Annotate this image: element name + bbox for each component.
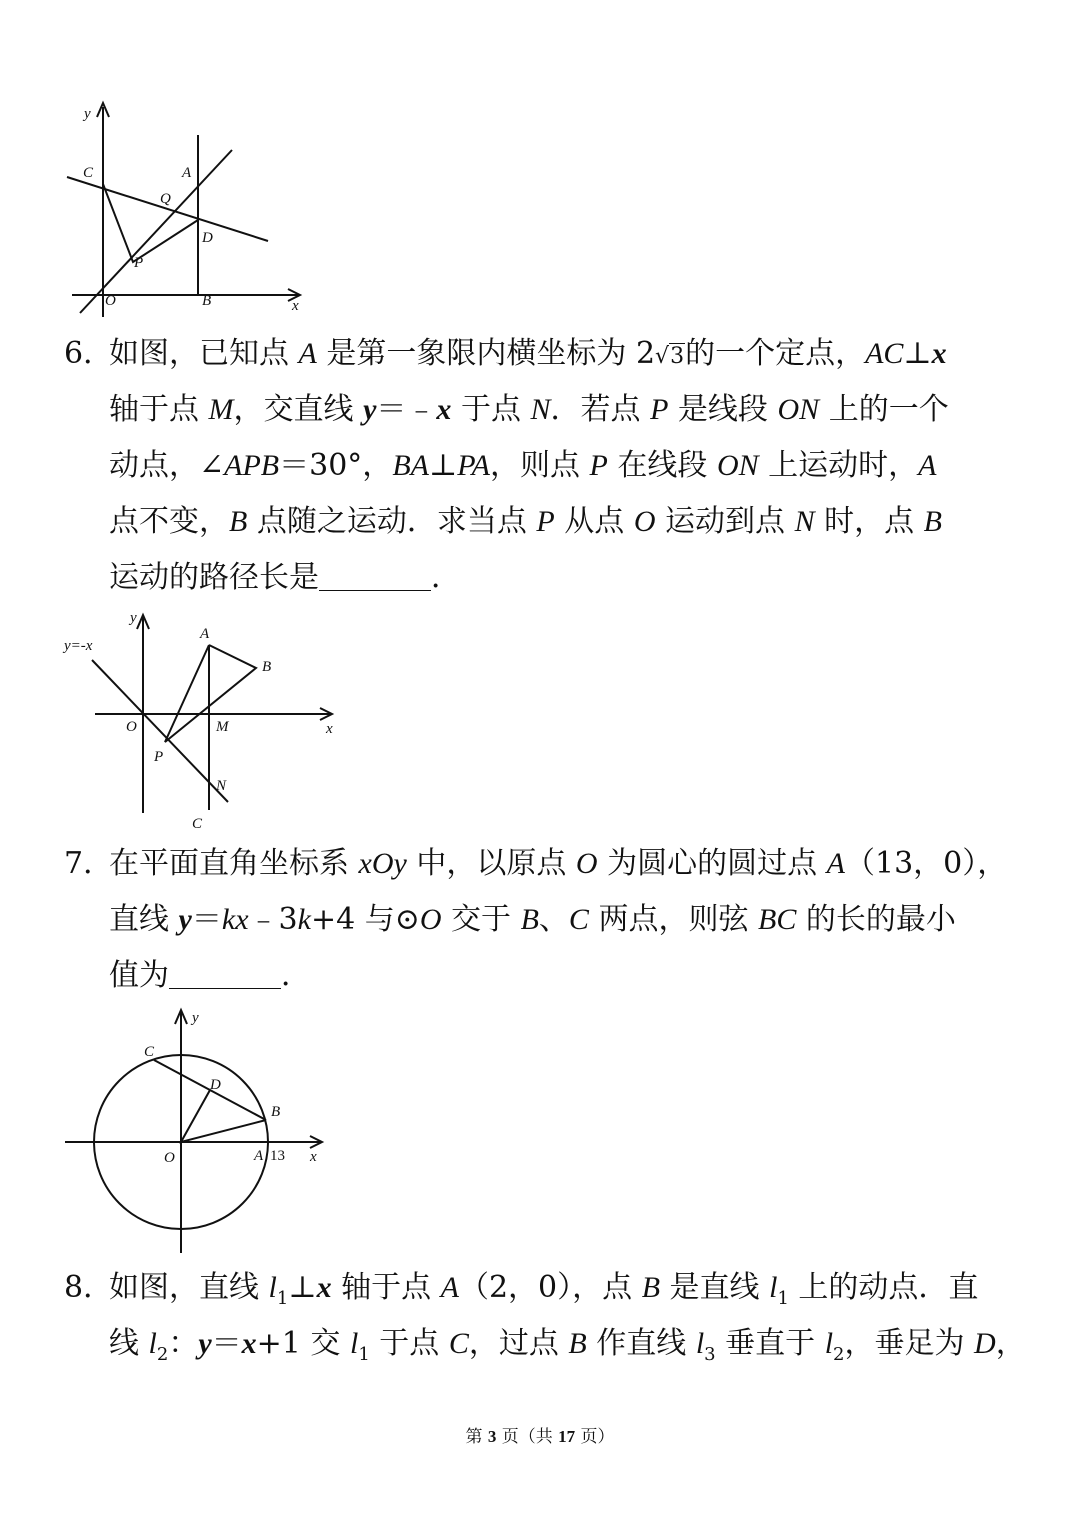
- figure-problem5: [60, 95, 310, 320]
- line-cd: [67, 177, 268, 241]
- label-o: O: [164, 1150, 175, 1166]
- label-x: x: [326, 721, 333, 737]
- label-a: A: [200, 626, 210, 642]
- label-p: P: [134, 255, 144, 271]
- sqrt-3: √3: [655, 344, 685, 369]
- problem-7: 7． 在平面直角坐标系 xOy 中，以原点 O 为圆心的圆过点 A（13，0）， 直线 y＝kx﹣3k+4 与⊙O 交于 B、C 两点，则弦 BC 的长的最小 值为 ．: [64, 836, 1024, 1004]
- label-x: x: [310, 1149, 317, 1165]
- label-m: M: [216, 719, 229, 735]
- label-x: x: [292, 298, 299, 314]
- label-13: 13: [270, 1148, 285, 1164]
- label-y: y: [84, 106, 91, 122]
- problem-6: 6． 如图，已知点 A 是第一象限内横坐标为 2√3的一个定点，AC⊥x 轴于点 M，交直线 y＝﹣x 于点 N．若点 P 是线段 ON 上的一个 动点，∠APB＝30°，BA⊥PA，则点 P 在线段 ON 上运动时，A 点不变，B 点随之运动．求当点 P 从点 O 运动到点 N 时，点 B 运动的路径长是 ．: [64, 326, 1024, 606]
- segments-cpd: [103, 184, 198, 262]
- label-b: B: [262, 659, 272, 675]
- label-c: C: [192, 816, 203, 832]
- page-number: 3: [487, 1427, 497, 1446]
- label-o: O: [105, 293, 116, 309]
- label-p: P: [154, 749, 164, 765]
- label-n: N: [216, 778, 227, 794]
- page-footer: 第 3 页（共 17 页）: [465, 1427, 615, 1447]
- figure-problem6: [60, 605, 350, 835]
- label-b: B: [271, 1104, 281, 1120]
- label-a: A: [254, 1148, 264, 1164]
- problem-number: 7．: [64, 846, 114, 881]
- page-total: 17: [558, 1427, 576, 1446]
- label-d: D: [210, 1077, 221, 1093]
- problem-number: 6．: [64, 336, 114, 371]
- label-b: B: [202, 293, 212, 309]
- label-q: Q: [160, 191, 171, 207]
- answer-blank[interactable]: [169, 958, 281, 989]
- problem-8: 8． 如图，直线 $l_1\perp x$ 轴于点 A（2，0），点 B 是直线 $l_1$ 上的动点．直 线 $l_2$：y＝x+1 交 $l_1$ 于点 C，过点 B 作直线 $l_3$ 垂直于 $l_2$，垂足为 D，: [64, 1260, 1024, 1372]
- problem-number: 8．: [64, 1270, 114, 1305]
- label-y: y: [130, 610, 137, 626]
- label-d: D: [202, 230, 213, 246]
- triangle-apb: [165, 645, 256, 742]
- label-a: A: [182, 165, 192, 181]
- label-c: C: [83, 165, 94, 181]
- answer-blank[interactable]: [319, 560, 431, 591]
- label-o: O: [126, 719, 137, 735]
- label-y-eq-neg-x: y=-x: [64, 638, 93, 654]
- label-y: y: [192, 1010, 199, 1026]
- label-c: C: [144, 1044, 155, 1060]
- line-y-eq-neg-x: [92, 660, 228, 802]
- figure-problem7: [60, 1000, 330, 1260]
